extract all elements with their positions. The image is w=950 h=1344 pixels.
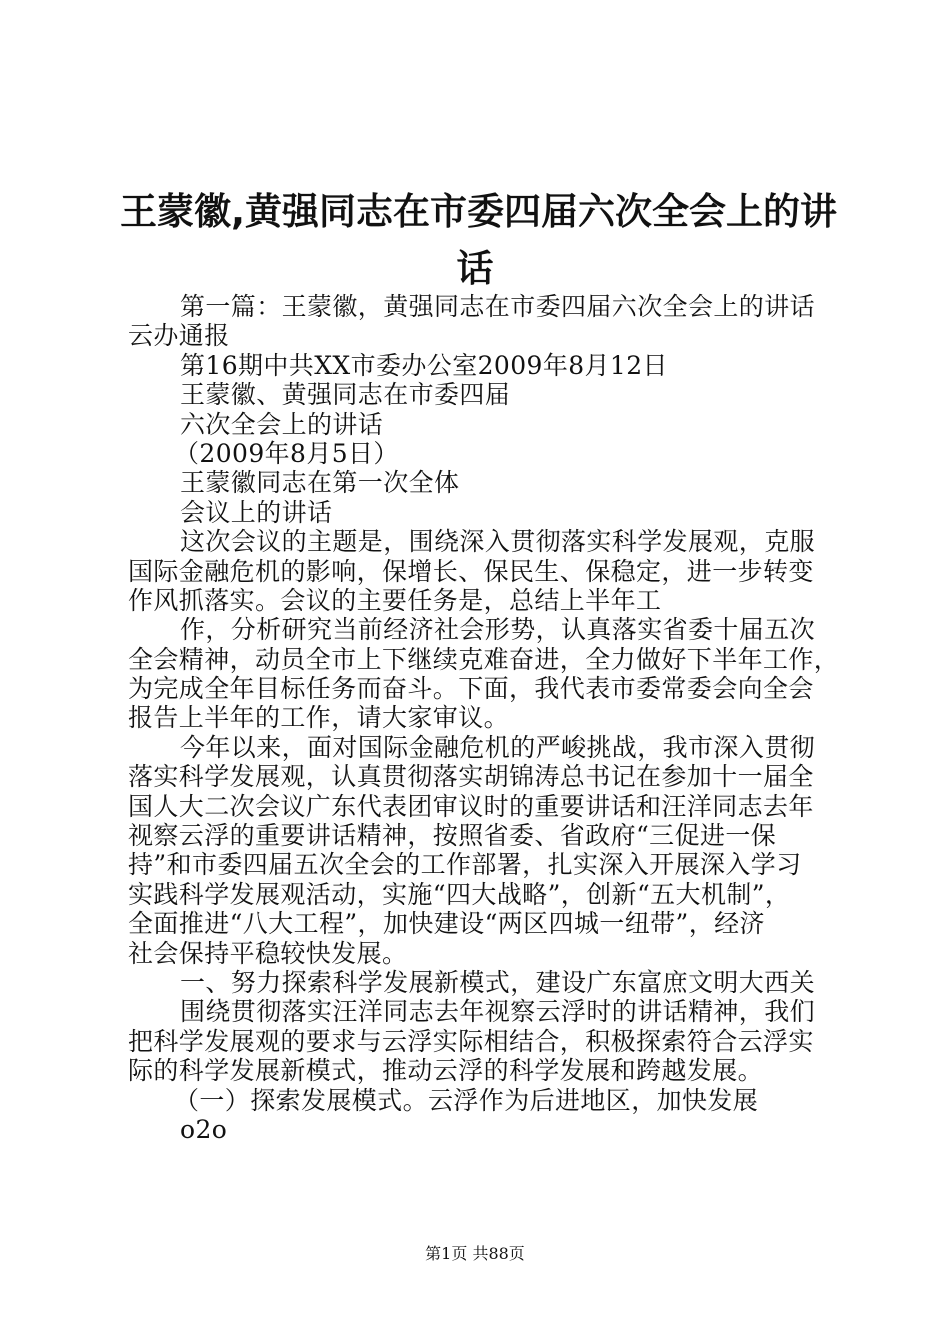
body-line-25: 围绕贯彻落实汪洋同志去年视察云浮时的讲话精神，我们 (180, 997, 816, 1027)
body-line-5: 六次全会上的讲话 (180, 409, 384, 439)
body-line-20: 持”和市委四届五次全会的工作部署，扎实深入开展深入学习 (128, 850, 802, 880)
body-line-24: 一、努力探索科学发展新模式，建设广东富庶文明大西关 (180, 967, 816, 997)
body-line-11: 作风抓落实。会议的主要任务是，总结上半年工 (128, 585, 662, 615)
document-title-line-2: 话 (456, 247, 494, 290)
body-line-22: 全面推进“八大工程”，加快建设“两区四城一纽带”，经济 (128, 909, 765, 939)
body-line-13: 全会精神，动员全市上下继续克难奋进，全力做好下半年工作， (128, 644, 840, 674)
body-line-10: 国际金融危机的影响，保增长、保民生、保稳定，进一步转变 (128, 556, 814, 586)
body-line-16: 今年以来，面对国际金融危机的严峻挑战，我市深入贯彻 (180, 732, 816, 762)
body-line-29: o2o (180, 1114, 228, 1144)
body-line-27: 际的科学发展新模式，推动云浮的科学发展和跨越发展。 (128, 1056, 764, 1086)
body-line-19: 视察云浮的重要讲话精神，按照省委、省政府“三促进一保 (128, 821, 777, 851)
body-line-14: 为完成全年目标任务而奋斗。下面，我代表市委常委会向全会 (128, 674, 814, 704)
body-line-7: 王蒙徽同志在第一次全体 (180, 468, 460, 498)
body-line-1: 第一篇：王蒙徽，黄强同志在市委四届六次全会上的讲话 (180, 292, 816, 321)
page-footer: 第1页 共88页 (425, 1244, 525, 1263)
document-body (128, 292, 838, 1144)
body-line-26: 把科学发展观的要求与云浮实际相结合，积极探索符合云浮实 (128, 1026, 814, 1056)
document-title-line-1: 王蒙徽,黄强同志在市委四届六次全会上的讲 (120, 190, 838, 233)
body-line-23: 社会保持平稳较快发展。 (128, 938, 408, 968)
body-line-4: 王蒙徽、黄强同志在市委四届 (180, 380, 511, 410)
body-line-17: 落实科学发展观，认真贯彻落实胡锦涛总书记在参加十一届全 (128, 762, 814, 792)
body-line-21: 实践科学发展观活动，实施“四大战略”，创新“五大机制”， (128, 879, 791, 909)
body-line-3: 第16期中共XX市委办公室2009年8月12日 (180, 350, 668, 380)
body-line-15: 报告上半年的工作，请大家审议。 (128, 703, 510, 733)
body-line-8: 会议上的讲话 (180, 497, 333, 527)
body-line-28: （一）探索发展模式。云浮作为后进地区，加快发展 (174, 1085, 759, 1115)
body-line-12: 作，分析研究当前经济社会形势，认真落实省委十届五次 (180, 615, 816, 645)
body-line-18: 国人大二次会议广东代表团审议时的重要讲话和汪洋同志去年 (128, 791, 814, 821)
body-line-2: 云办通报 (128, 321, 230, 351)
body-line-9: 这次会议的主题是，围绕深入贯彻落实科学发展观，克服 (180, 527, 816, 557)
body-line-6: （2009年8月5日） (174, 438, 399, 468)
